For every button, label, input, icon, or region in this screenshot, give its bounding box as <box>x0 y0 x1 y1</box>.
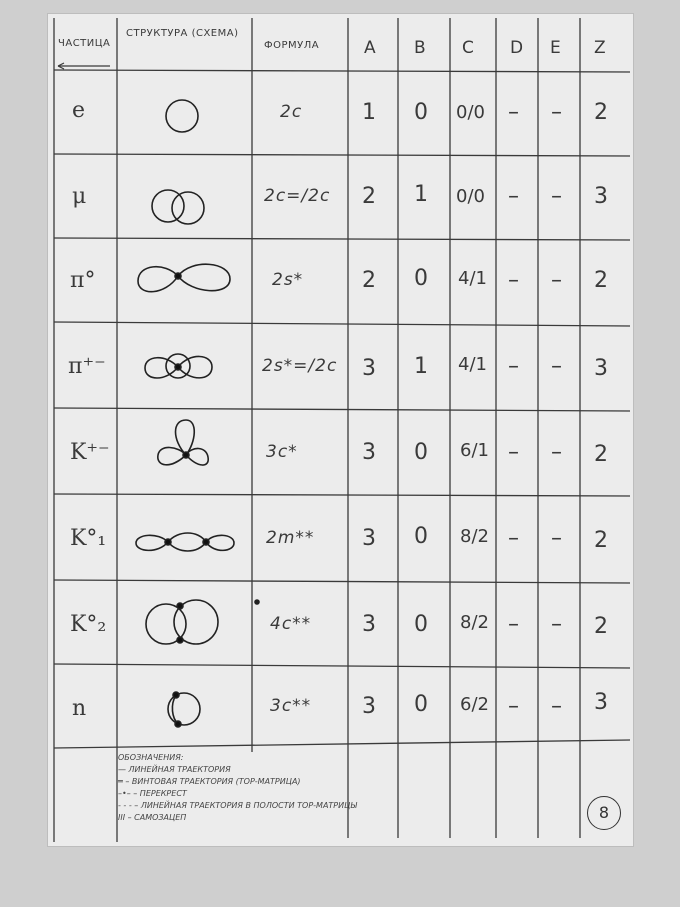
row-particle: π° <box>70 268 96 293</box>
row-c: 4/1 <box>458 268 487 289</box>
row-z: 2 <box>594 268 608 293</box>
header-structure: СТРУКТУРА (СХЕМА) <box>126 28 239 39</box>
header-particle: ЧАСТИЦА <box>58 38 111 49</box>
row-e: – <box>551 268 562 293</box>
row-formula: 2m** <box>266 528 315 548</box>
row-a: 3 <box>362 440 376 465</box>
row-e: – <box>551 526 562 551</box>
row-d: – <box>508 100 519 125</box>
row-formula: 2s* <box>272 270 304 290</box>
row-particle: π⁺⁻ <box>68 354 106 379</box>
row-a: 3 <box>362 356 376 381</box>
header-formula: ФОРМУЛА <box>264 40 320 51</box>
header-c: C <box>462 38 475 58</box>
row-c: 0/0 <box>456 102 485 123</box>
row-formula: 3c* <box>266 442 298 462</box>
scheme-neutron <box>168 692 200 727</box>
row-c: 6/1 <box>460 440 489 461</box>
header-z: Z <box>594 38 607 58</box>
row-z: 3 <box>594 184 608 209</box>
row-d: – <box>508 526 519 551</box>
row-formula: 3c** <box>270 696 312 716</box>
legend-title: ОБОЗНАЧЕНИЯ: <box>118 753 184 762</box>
legend-item: ═ – ВИНТОВАЯ ТРАЕКТОРИЯ (ТОР-МАТРИЦА) <box>118 777 301 786</box>
row-z: 2 <box>594 614 608 639</box>
row-b: 0 <box>414 266 428 291</box>
row-e: – <box>551 694 562 719</box>
row-particle: K°₁ <box>70 526 107 551</box>
row-d: – <box>508 268 519 293</box>
scheme-kaon-neutral-2 <box>146 600 218 644</box>
row-z: 3 <box>594 690 608 715</box>
header-e: E <box>550 38 562 58</box>
row-a: 2 <box>362 268 376 293</box>
legend-item: –•– – ПЕРЕКРЕСТ <box>118 789 187 798</box>
row-particle: n <box>72 696 87 721</box>
row-z: 2 <box>594 528 608 553</box>
scheme-pion-charged <box>145 354 212 378</box>
row-particle: e <box>72 98 86 123</box>
row-b: 1 <box>414 182 428 207</box>
header-a: A <box>364 38 377 58</box>
row-c: 0/0 <box>456 186 485 207</box>
row-b: 0 <box>414 440 428 465</box>
row-b: 1 <box>414 354 428 379</box>
legend-item: - - - – ЛИНЕЙНАЯ ТРАЕКТОРИЯ В ПОЛОСТИ ТОР-МАТРИЦЫ <box>118 801 357 810</box>
legend <box>118 752 498 824</box>
scheme-muon <box>152 190 204 224</box>
row-formula: 2c <box>280 102 303 122</box>
row-d: – <box>508 184 519 209</box>
row-formula: 2s*=/2c <box>262 356 338 376</box>
row-a: 1 <box>362 100 376 125</box>
row-a: 3 <box>362 612 376 637</box>
legend-item: III – САМОЗАЦЕП <box>118 813 187 822</box>
row-e: – <box>551 612 562 637</box>
row-d: – <box>508 694 519 719</box>
row-d: – <box>508 612 519 637</box>
legend-item: — ЛИНЕЙНАЯ ТРАЕКТОРИЯ <box>118 765 231 774</box>
scheme-kaon-neutral-1 <box>136 533 234 551</box>
row-b: 0 <box>414 692 428 717</box>
row-e: – <box>551 100 562 125</box>
scheme-pion-neutral <box>138 264 230 291</box>
row-c: 6/2 <box>460 694 489 715</box>
row-particle: K°₂ <box>70 612 107 637</box>
row-z: 2 <box>594 100 608 125</box>
row-particle: K⁺⁻ <box>70 440 110 465</box>
row-d: – <box>508 440 519 465</box>
scheme-kaon-charged <box>158 420 208 465</box>
row-a: 3 <box>362 694 376 719</box>
row-d: – <box>508 354 519 379</box>
row-a: 2 <box>362 184 376 209</box>
row-a: 3 <box>362 526 376 551</box>
row-b: 0 <box>414 524 428 549</box>
row-z: 2 <box>594 442 608 467</box>
row-formula: 4c** <box>270 614 312 634</box>
header-d: D <box>510 38 524 58</box>
page-number: 8 <box>587 796 621 830</box>
row-z: 3 <box>594 356 608 381</box>
row-b: 0 <box>414 612 428 637</box>
scheme-electron <box>166 100 198 132</box>
row-c: 8/2 <box>460 612 489 633</box>
header-b: B <box>414 38 427 58</box>
row-formula: 2c=/2c <box>264 186 331 206</box>
row-c: 8/2 <box>460 526 489 547</box>
row-e: – <box>551 440 562 465</box>
row-e: – <box>551 354 562 379</box>
row-particle: μ <box>72 184 87 209</box>
row-e: – <box>551 184 562 209</box>
row-b: 0 <box>414 100 428 125</box>
row-c: 4/1 <box>458 354 487 375</box>
